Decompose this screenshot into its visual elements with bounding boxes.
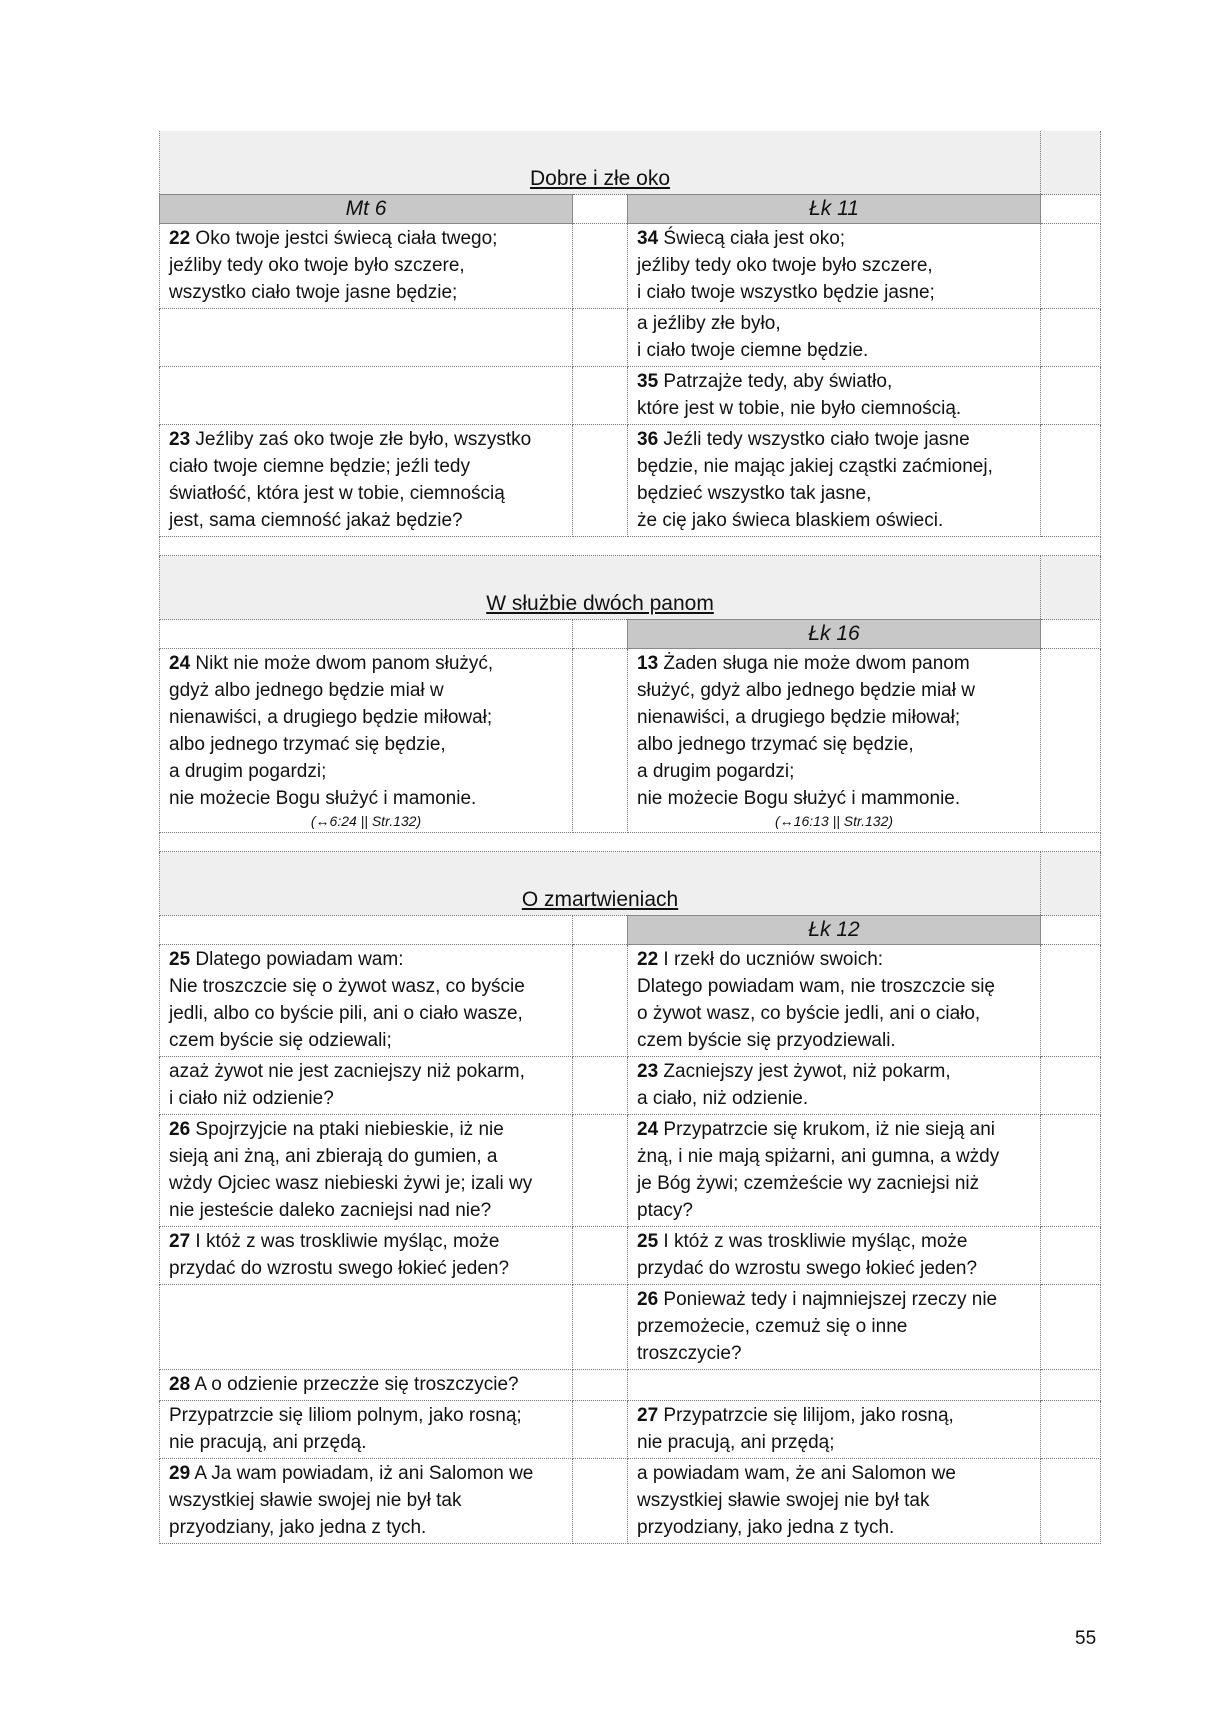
right-passage [628, 1115, 1041, 1227]
verse-text: służyć, gdyż albo jednego będzie miał w [637, 680, 975, 701]
cross-reference: (↔16:13 || Str.132) [775, 813, 894, 829]
verse-line [637, 279, 1031, 306]
margin-cell [1041, 1285, 1101, 1370]
margin-cell [1041, 620, 1101, 649]
verse-number: 28 [169, 1374, 191, 1395]
verse-line [169, 252, 563, 279]
verse-line [169, 677, 563, 704]
verse-number: 29 [169, 1463, 191, 1484]
verse-text: A o odzienie przeczże się troszczycie? [194, 1374, 519, 1395]
verse-line [637, 1228, 1031, 1255]
gap-cell [573, 309, 628, 367]
gap-cell [573, 620, 628, 649]
verse-line [169, 946, 563, 973]
verse-text: jeźliby tedy oko twoje było szczere, [169, 255, 465, 276]
verse-text: I któż z was troskliwie myśląc, może [195, 1231, 500, 1252]
verse-line [637, 1313, 1031, 1340]
left-passage [160, 1459, 573, 1544]
verse-text: albo jednego trzymać się będzie, [637, 734, 914, 755]
verse-line [637, 1286, 1031, 1313]
left-passage [160, 309, 573, 367]
verse-number: 35 [637, 371, 659, 392]
verse-number: 34 [637, 228, 659, 249]
gap-cell [573, 916, 628, 945]
verse-text: Nie troszczcie się o żywot wasz, co byście [169, 976, 525, 997]
verse-text: Spojrzyjcie na ptaki niebieskie, iż nie [195, 1119, 504, 1140]
verse-text: ciało twoje ciemne będzie; jeźli tedy [169, 456, 470, 477]
left-passage [160, 425, 573, 537]
verse-text: czem byście się przyodziewali. [637, 1030, 896, 1051]
verse-text: nie pracują, ani przędą; [637, 1432, 835, 1453]
margin-cell [1041, 195, 1101, 224]
gap-cell [573, 195, 628, 224]
left-passage [160, 1285, 573, 1370]
verse-text: Jeźliby zaś oko twoje złe było, wszystko [195, 429, 532, 450]
verse-line [637, 704, 1031, 731]
verse-line [637, 337, 1031, 364]
margin-cell [1041, 309, 1101, 367]
section-spacer-row [160, 537, 1101, 556]
gap-cell [573, 1401, 628, 1459]
gap-cell [573, 1459, 628, 1544]
left-passage [160, 367, 573, 425]
verse-text: nie możecie Bogu służyć i mammonie. [637, 788, 961, 809]
verse-row [160, 1057, 1101, 1115]
gap-cell [573, 224, 628, 309]
verse-number: 23 [637, 1061, 659, 1082]
section-title-text: O zmartwieniach [521, 888, 679, 911]
verse-row [160, 1401, 1101, 1459]
verse-text: Nikt nie może dwom panom służyć, [195, 653, 494, 674]
verse-text: Przypatrzcie się liliom polnym, jako rosną; [169, 1405, 522, 1426]
verse-text: przydać do wzrostu swego łokieć jeden? [169, 1258, 510, 1279]
verse-line [637, 1000, 1031, 1027]
left-passage [160, 224, 573, 309]
verse-line [637, 1143, 1031, 1170]
gospel-header-row [160, 195, 1101, 224]
verse-line [169, 1027, 563, 1054]
verse-row [160, 224, 1101, 309]
section-title [160, 852, 1041, 916]
verse-line [169, 1143, 563, 1170]
verse-text: będzie, nie mając jakiej cząstki zaćmionej, [637, 456, 993, 477]
verse-line [637, 310, 1031, 337]
verse-number: 13 [637, 653, 659, 674]
right-gospel-header: Łk 12 [628, 916, 1041, 945]
verse-line [637, 1340, 1031, 1367]
section-spacer-row [160, 833, 1101, 852]
verse-line [169, 1255, 563, 1282]
verse-text: Przypatrzcie się lilijom, jako rosną, [663, 1405, 954, 1426]
verse-text: Dlatego powiadam wam: [195, 949, 404, 970]
verse-text: nienawiści, a drugiego będzie miłował; [169, 707, 493, 728]
right-passage [628, 224, 1041, 309]
verse-text: przyodziany, jako jedna z tych. [637, 1517, 895, 1538]
verse-text: jedli, albo co byście pili, ani o ciało wasze, [169, 1003, 523, 1024]
verse-line [169, 426, 563, 453]
verse-number: 24 [169, 653, 191, 674]
verse-line [637, 426, 1031, 453]
verse-text: Przypatrzcie się krukom, iż nie sieją ani [663, 1119, 995, 1140]
verse-text: i ciało niż odzienie? [169, 1088, 334, 1109]
margin-cell [1041, 1370, 1101, 1401]
margin-cell [1041, 1227, 1101, 1285]
verse-line [637, 453, 1031, 480]
section-title-row [160, 556, 1101, 620]
verse-text: żną, i nie mają spiżarni, ani gumna, a wżdy [637, 1146, 1000, 1167]
verse-line [637, 480, 1031, 507]
verse-line [169, 973, 563, 1000]
verse-row [160, 1115, 1101, 1227]
verse-text: wżdy Ojciec wasz niebieski żywi je; izali wy [169, 1173, 533, 1194]
verse-line [169, 1371, 563, 1398]
margin-cell [1041, 425, 1101, 537]
verse-text: gdyż albo jednego będzie miał w [169, 680, 444, 701]
verse-text: przemożecie, czemuż się o inne [637, 1316, 908, 1337]
verse-row [160, 425, 1101, 537]
left-passage [160, 1227, 573, 1285]
verse-row [160, 367, 1101, 425]
verse-text: nie jesteście daleko zacniejsi nad nie? [169, 1200, 492, 1221]
verse-text: a drugim pogardzi; [637, 761, 795, 782]
verse-line [169, 704, 563, 731]
verse-line [169, 480, 563, 507]
verse-text: troszczycie? [637, 1343, 742, 1364]
section-title [160, 556, 1041, 620]
gap-cell [573, 1285, 628, 1370]
title-margin-cell [1041, 131, 1101, 195]
verse-text: będzieć wszystko tak jasne, [637, 483, 872, 504]
verse-text: Patrzajże tedy, aby światło, [663, 371, 893, 392]
verse-text: wszystkiej sławie swojej nie był tak [637, 1490, 930, 1511]
verse-line [637, 1460, 1031, 1487]
verse-text: o żywot wasz, co byście jedli, ani o ciało, [637, 1003, 981, 1024]
verse-line [169, 1487, 563, 1514]
section-spacer [160, 537, 1101, 556]
verse-text: nie pracują, ani przędą. [169, 1432, 367, 1453]
verse-text: nienawiści, a drugiego będzie miłował; [637, 707, 961, 728]
verse-line [169, 1228, 563, 1255]
margin-cell [1041, 916, 1101, 945]
margin-cell [1041, 649, 1101, 833]
verse-text: i ciało twoje ciemne będzie. [637, 340, 869, 361]
verse-text: przyodziany, jako jedna z tych. [169, 1517, 427, 1538]
verse-row [160, 945, 1101, 1057]
verse-line [637, 395, 1031, 422]
verse-text: wszystko ciało twoje jasne będzie; [169, 282, 458, 303]
verse-line [169, 650, 563, 677]
verse-line [637, 731, 1031, 758]
verse-line [637, 1116, 1031, 1143]
margin-cell [1041, 224, 1101, 309]
right-passage [628, 649, 1041, 833]
verse-line [169, 279, 563, 306]
verse-line [637, 507, 1031, 534]
right-passage [628, 1057, 1041, 1115]
verse-line [637, 946, 1031, 973]
section-title-row [160, 131, 1101, 195]
verse-line [637, 368, 1031, 395]
verse-text: i ciało twoje wszystko będzie jasne; [637, 282, 935, 303]
gap-cell [573, 425, 628, 537]
left-gospel-header: Mt 6 [160, 195, 573, 224]
left-passage [160, 945, 573, 1057]
verse-number: 24 [637, 1119, 659, 1140]
page-number: 55 [1075, 1628, 1097, 1649]
right-passage [628, 367, 1041, 425]
right-passage [628, 1227, 1041, 1285]
verse-line [169, 731, 563, 758]
verse-line [169, 1085, 563, 1112]
verse-text: Żaden sługa nie może dwom panom [663, 653, 970, 674]
verse-line [637, 1429, 1031, 1456]
verse-line [637, 1085, 1031, 1112]
verse-line [169, 1116, 563, 1143]
verse-line [169, 758, 563, 785]
verse-number: 27 [169, 1231, 191, 1252]
left-passage [160, 1401, 573, 1459]
verse-text: światłość, która jest w tobie, ciemnością [169, 483, 505, 504]
gospel-header-row [160, 620, 1101, 649]
left-gospel-header [160, 620, 573, 649]
verse-text: a drugim pogardzi; [169, 761, 327, 782]
left-gospel-header [160, 916, 573, 945]
verse-number: 27 [637, 1405, 659, 1426]
verse-text: A Ja wam powiadam, iż ani Salomon we [194, 1463, 534, 1484]
verse-row [160, 1459, 1101, 1544]
verse-text: wszystkiej sławie swojej nie był tak [169, 1490, 462, 1511]
title-margin-cell [1041, 556, 1101, 620]
synopsis-table [159, 131, 1101, 1544]
right-passage [628, 1370, 1041, 1401]
verse-row [160, 1227, 1101, 1285]
verse-text: Świecą ciała jest oko; [663, 228, 846, 249]
gap-cell [573, 1227, 628, 1285]
right-passage [628, 1285, 1041, 1370]
verse-text: I rzekł do uczniów swoich: [663, 949, 884, 970]
verse-text: Jeźli tedy wszystko ciało twoje jasne [663, 429, 970, 450]
verse-text: jest, sama ciemność jakaż będzie? [169, 510, 463, 531]
right-passage [628, 1459, 1041, 1544]
gap-cell [573, 1370, 628, 1401]
verse-text: albo jednego trzymać się będzie, [169, 734, 446, 755]
verse-line [169, 507, 563, 534]
verse-line [637, 1487, 1031, 1514]
verse-line [169, 785, 563, 812]
cross-reference: (↔6:24 || Str.132) [310, 813, 422, 829]
verse-text: Dlatego powiadam wam, nie troszczcie się [637, 976, 995, 997]
gap-cell [573, 1115, 628, 1227]
verse-text: jeźliby tedy oko twoje było szczere, [637, 255, 933, 276]
right-passage [628, 309, 1041, 367]
verse-number: 36 [637, 429, 659, 450]
margin-cell [1041, 945, 1101, 1057]
verse-line [637, 758, 1031, 785]
section-title-text: Dobre i złe oko [529, 167, 671, 190]
title-margin-cell [1041, 852, 1101, 916]
verse-text: I któż z was troskliwie myśląc, może [663, 1231, 968, 1252]
section-spacer [160, 833, 1101, 852]
verse-text: czem byście się odziewali; [169, 1030, 392, 1051]
verse-text: Ponieważ tedy i najmniejszej rzeczy nie [663, 1289, 998, 1310]
verse-text: Zacniejszy jest żywot, niż pokarm, [663, 1061, 951, 1082]
verse-line [169, 1058, 563, 1085]
verse-text: a jeźliby złe było, [637, 313, 781, 334]
gap-cell [573, 1057, 628, 1115]
verse-row [160, 649, 1101, 833]
verse-line [169, 453, 563, 480]
verse-text: a powiadam wam, że ani Salomon we [637, 1463, 956, 1484]
verse-line [637, 1255, 1031, 1282]
section-title-row [160, 852, 1101, 916]
right-gospel-header: Łk 11 [628, 195, 1041, 224]
gospel-header-row [160, 916, 1101, 945]
verse-line [637, 1197, 1031, 1224]
synopsis-page [159, 131, 1100, 1544]
margin-cell [1041, 1401, 1101, 1459]
verse-text: je Bóg żywi; czemżeście wy zacniejsi niż [637, 1173, 980, 1194]
verse-line [169, 1170, 563, 1197]
verse-line [169, 1197, 563, 1224]
verse-text: które jest w tobie, nie było ciemnością. [637, 398, 962, 419]
verse-text: a ciało, niż odzienie. [637, 1088, 809, 1109]
verse-number: 23 [169, 429, 191, 450]
verse-text: że cię jako świeca blaskiem oświeci. [637, 510, 944, 531]
verse-text: ptacy? [637, 1200, 693, 1221]
verse-line [637, 1027, 1031, 1054]
verse-line [169, 1429, 563, 1456]
left-passage [160, 1057, 573, 1115]
gap-cell [573, 649, 628, 833]
verse-row [160, 309, 1101, 367]
verse-number: 26 [637, 1289, 659, 1310]
verse-line [637, 1170, 1031, 1197]
verse-row [160, 1285, 1101, 1370]
margin-cell [1041, 1115, 1101, 1227]
section-title [160, 131, 1041, 195]
verse-text: przydać do wzrostu swego łokieć jeden? [637, 1258, 978, 1279]
verse-line [637, 252, 1031, 279]
verse-text: Oko twoje jestci świecą ciała twego; [195, 228, 498, 249]
verse-row [160, 1370, 1101, 1401]
verse-line [637, 650, 1031, 677]
left-passage [160, 1370, 573, 1401]
right-passage [628, 425, 1041, 537]
verse-number: 22 [169, 228, 191, 249]
right-passage [628, 945, 1041, 1057]
verse-number: 25 [169, 949, 191, 970]
verse-line [169, 1514, 563, 1541]
verse-number: 26 [169, 1119, 191, 1140]
verse-number: 22 [637, 949, 659, 970]
verse-line [637, 1402, 1031, 1429]
verse-line [169, 1000, 563, 1027]
margin-cell [1041, 367, 1101, 425]
verse-line [637, 225, 1031, 252]
left-passage [160, 1115, 573, 1227]
verse-line [169, 225, 563, 252]
verse-text: azaż żywot nie jest zacniejszy niż pokarm, [169, 1061, 525, 1082]
right-gospel-header: Łk 16 [628, 620, 1041, 649]
verse-line [637, 785, 1031, 812]
verse-line [637, 677, 1031, 704]
margin-cell [1041, 1459, 1101, 1544]
verse-number: 25 [637, 1231, 659, 1252]
right-passage [628, 1401, 1041, 1459]
verse-line [637, 1514, 1031, 1541]
verse-text: nie możecie Bogu służyć i mamonie. [169, 788, 477, 809]
verse-line [169, 1460, 563, 1487]
gap-cell [573, 367, 628, 425]
verse-line [637, 1058, 1031, 1085]
verse-text: sieją ani żną, ani zbierają do gumien, a [169, 1146, 498, 1167]
verse-line [637, 973, 1031, 1000]
gap-cell [573, 945, 628, 1057]
section-title-text: W służbie dwóch panom [486, 592, 714, 615]
verse-line [169, 1402, 563, 1429]
left-passage [160, 649, 573, 833]
margin-cell [1041, 1057, 1101, 1115]
